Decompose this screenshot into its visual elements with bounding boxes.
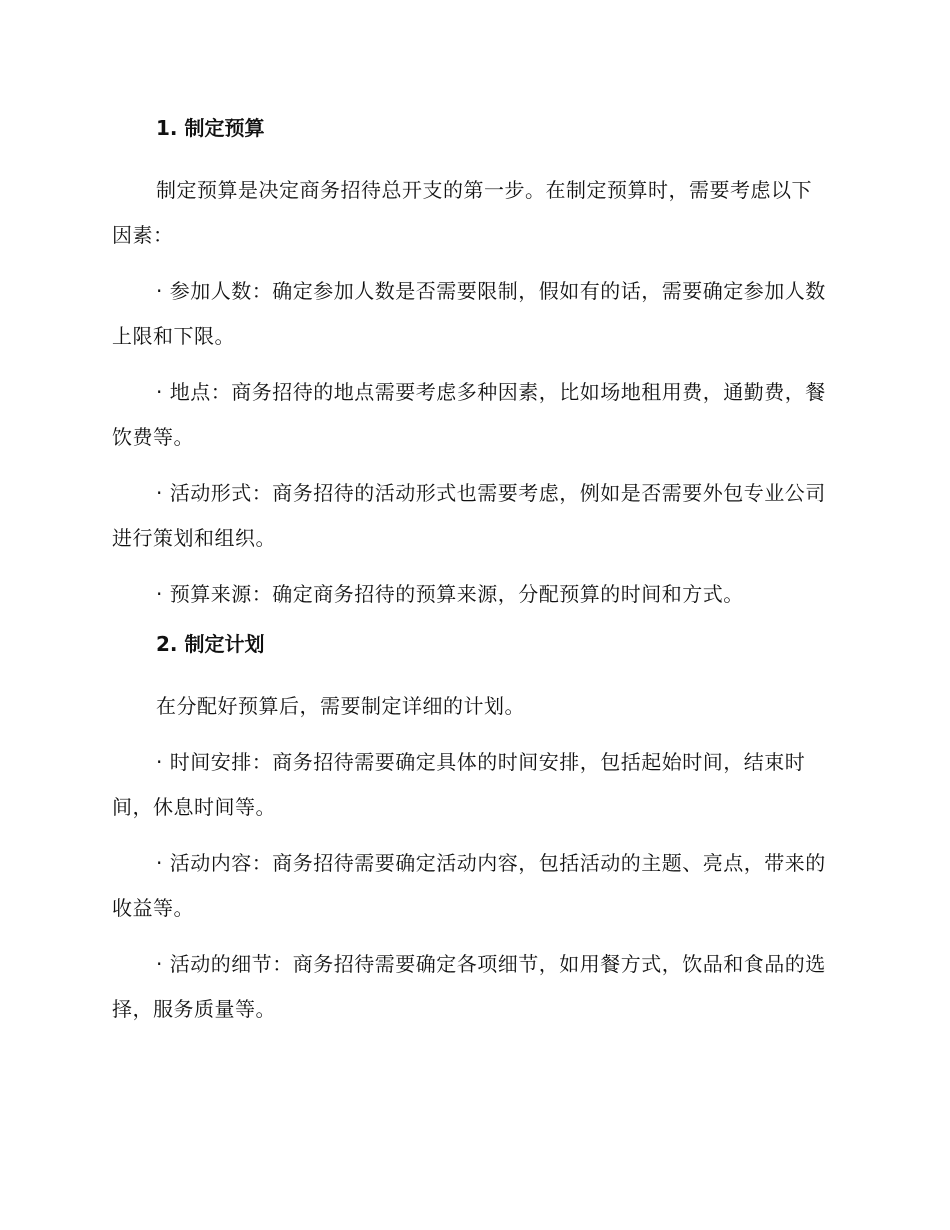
section-heading-plan: 2. 制定计划: [156, 632, 265, 656]
paragraph-budget-intro: 制定预算是决定商务招待总开支的第一步。在制定预算时，需要考虑以下因素：: [112, 178, 812, 247]
section-heading-budget: 1. 制定预算: [156, 116, 265, 140]
list-item-budget-source: · 预算来源：确定商务招待的预算来源，分配预算的时间和方式。: [156, 582, 744, 606]
list-item-activity-details: · 活动的细节：商务招待需要确定各项细节，如用餐方式，饮品和食品的选择，服务质量等。: [112, 952, 826, 1021]
list-item-location: · 地点：商务招待的地点需要考虑多种因素，比如场地租用费，通勤费，餐饮费等。: [112, 380, 826, 449]
list-item-activity-content: · 活动内容：商务招待需要确定活动内容，包括活动的主题、亮点，带来的收益等。: [112, 851, 826, 920]
list-item-attendees: · 参加人数：确定参加人数是否需要限制，假如有的话，需要确定参加人数上限和下限。: [112, 279, 826, 348]
list-item-schedule: · 时间安排：商务招待需要确定具体的时间安排，包括起始时间，结束时间，休息时间等。: [112, 750, 806, 819]
paragraph-plan-intro: 在分配好预算后，需要制定详细的计划。: [156, 694, 525, 718]
list-item-activity-format: · 活动形式：商务招待的活动形式也需要考虑，例如是否需要外包专业公司进行策划和组织。: [112, 481, 826, 550]
document-body: [112, 112, 832, 1043]
